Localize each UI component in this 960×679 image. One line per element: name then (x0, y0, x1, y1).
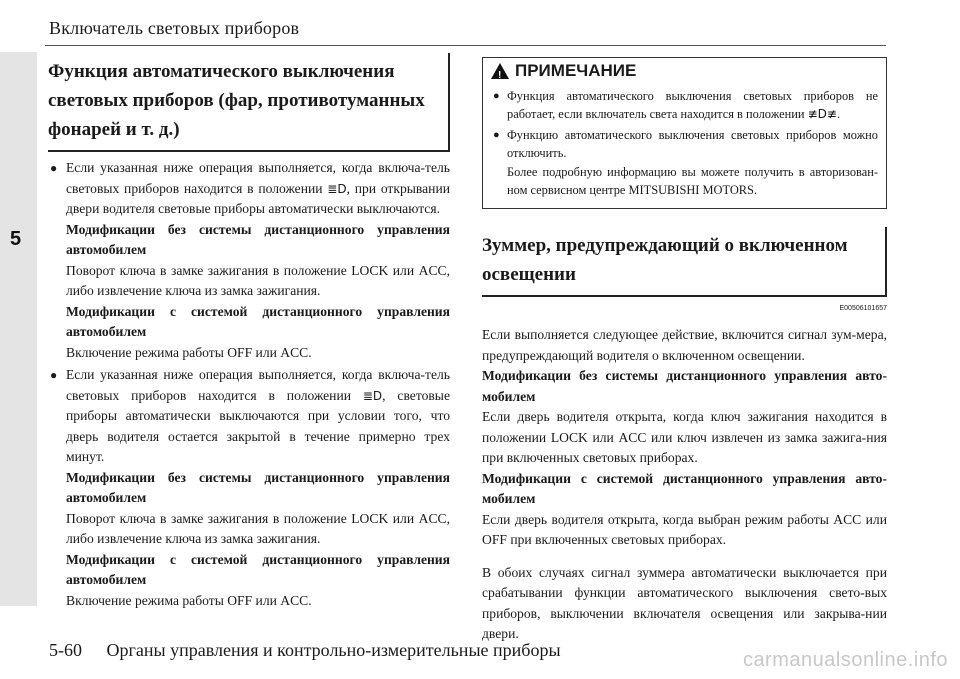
fog-light-icon: ≢D≢ (807, 107, 837, 121)
auto-off-list (48, 158, 450, 611)
reference-code: E00506101657 (839, 304, 887, 312)
note-text: Функция автоматического выключения световых приборов не работает, если включатель света находится в положении (507, 88, 878, 121)
section-title-auto-off: Функция автоматического выключения световых приборов (фар, противотуманных фонарей и т. д.) (48, 57, 450, 152)
note-header (491, 62, 878, 81)
variant-heading: Модификации без системы дистанционного управления автомобилем (66, 469, 450, 505)
list-item (491, 126, 878, 200)
variant-text: Включение режима работы OFF или ACC. (66, 592, 312, 608)
headlight-icon: ≣D (362, 388, 383, 403)
note-text: ● Функцию автоматического выключения световых приборов можно отключить. (507, 127, 878, 160)
warning-icon: ! (491, 63, 509, 79)
chapter-sidebar (0, 52, 37, 606)
paragraph: Если дверь водителя открыта, когда выбран режим работы ACC или OFF при включенных световых приборах. (482, 511, 887, 547)
bullet-text: Если указанная ниже операция выполняется, когда включа-тель световых приборов находится в положении (66, 367, 450, 403)
paragraph: Если дверь водителя открыта, когда ключ зажигания находится в положении LOCK или ACC или ключ извлечен из замка зажига-ния при включенных световых приборах. (482, 409, 887, 465)
left-column (48, 57, 450, 613)
list-item (48, 365, 450, 611)
page-header-title: Включатель световых приборов (49, 18, 300, 38)
section-title-buzzer: Зуммер, предупреждающий о включенном освещении (482, 231, 887, 297)
variant-text: Включение режима работы OFF или ACC. (66, 344, 312, 360)
page-footer (49, 640, 561, 661)
note-box (482, 57, 887, 209)
note-heading: ПРИМЕЧАНИЕ (515, 61, 637, 80)
watermark: carmanualsonline.info (742, 649, 948, 671)
header-rule (45, 45, 886, 46)
note-list (491, 87, 878, 200)
bullet-text: , при открывании двери водителя световые приборы автоматически выключаются. (66, 180, 451, 216)
list-item: ● Функция автоматического выключения световых приборов не работает, если включатель света находится в положении ≢D≢. (491, 87, 878, 124)
variant-text: Поворот ключа в замке зажигания в положение LOCK или ACC, либо извлечение ключа из замка зажигания. (66, 510, 450, 546)
bullet-text: , световые приборы автоматически выключаются при условии того, что дверь водителя остается закрытой в течение примерно трех минут. (66, 387, 450, 464)
page-number: 5-60 (49, 640, 82, 660)
variant-heading: Модификации с системой дистанционного управления авто-мобилем (482, 470, 887, 506)
variant-text: Поворот ключа в замке зажигания в положение LOCK или ACC, либо извлечение ключа из замка зажигания. (66, 262, 450, 298)
right-column (482, 57, 887, 645)
variant-heading: Модификации без системы дистанционного управления авто-мобилем (482, 368, 887, 404)
note-text: Более подробную информацию вы можете получить в авторизован-ном сервисном центре MITSUBISHI MOTORS. (507, 164, 878, 197)
variant-heading: Модификации с системой дистанционного управления автомобилем (66, 551, 450, 587)
list-item (48, 158, 450, 363)
paragraph: Если выполняется следующее действие, включится сигнал зум-мера, предупреждающий водителя о включенном освещении. (482, 327, 887, 363)
headlight-icon: ≣D (327, 181, 347, 196)
variant-heading: Модификации с системой дистанционного управления автомобилем (66, 303, 450, 339)
bullet-text: Если указанная ниже операция выполняется, когда включа-тель световых приборов находится в положении (66, 160, 450, 196)
variant-heading: Модификации без системы дистанционного управления автомобилем (66, 221, 450, 257)
chapter-number: 5 (10, 228, 22, 250)
paragraph: В обоих случаях сигнал зуммера автоматически выключается при срабатывании функции автоматического выключения свето-вых приборов, выключении включателя освещения или закрыва-нии двери. (482, 564, 887, 641)
footer-section: Органы управления и контрольно-измерительные приборы (106, 640, 561, 660)
buzzer-section (482, 231, 887, 645)
